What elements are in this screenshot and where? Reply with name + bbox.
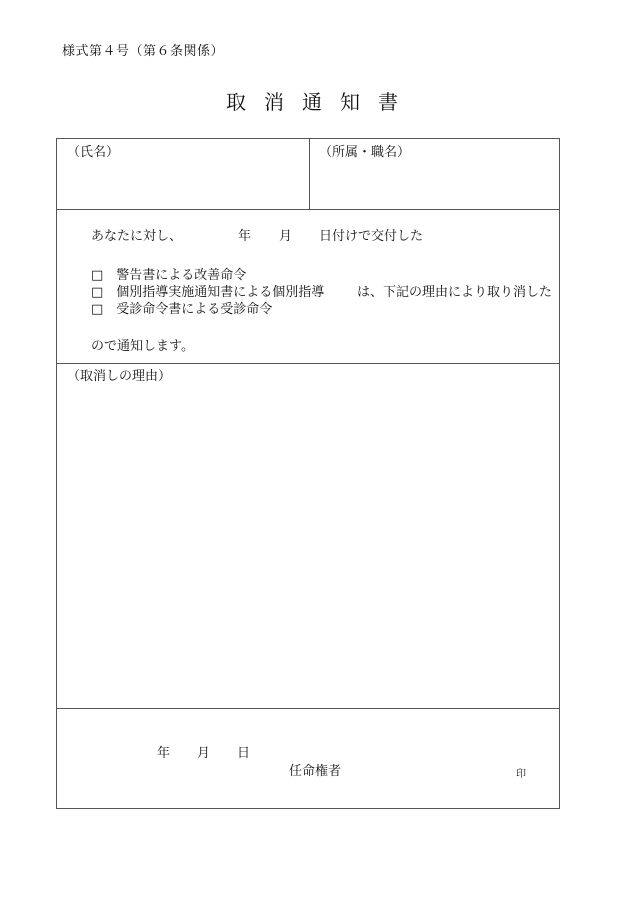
checkbox-option-examination: □ 受診命令書による受診命令 [91,302,273,317]
document-title: 取消通知書 [226,90,416,114]
checkbox-option-warning: □ 警告書による改善命令 [91,268,247,283]
column-divider [309,139,310,210]
notice-intro: あなたに対し、 [91,229,183,244]
reason-label: （取消しの理由） [67,369,172,384]
sign-month-unit: 月 [197,746,211,761]
sign-year-unit: 年 [157,746,171,761]
form-frame [56,138,560,809]
notice-date-suffix: 日付けで交付した [319,229,424,244]
name-label: （氏名） [67,145,120,160]
affiliation-label: （所属・職名） [319,145,411,160]
authority-label: 任命権者 [289,764,342,779]
notice-month-unit: 月 [279,229,293,244]
seal-mark: 印 [516,769,526,780]
checkbox-option-guidance: □ 個別指導実施通知書による個別指導 [91,285,325,300]
notice-closing: ので通知します。 [91,339,194,354]
sign-day-unit: 日 [237,746,251,761]
row-divider-1 [57,209,559,210]
form-number: 様式第４号（第６条関係） [62,44,225,59]
row-divider-2 [57,363,559,364]
row-divider-3 [57,708,559,709]
notice-year-unit: 年 [238,229,252,244]
reason-clause: は、下記の理由により取り消した [357,285,553,300]
